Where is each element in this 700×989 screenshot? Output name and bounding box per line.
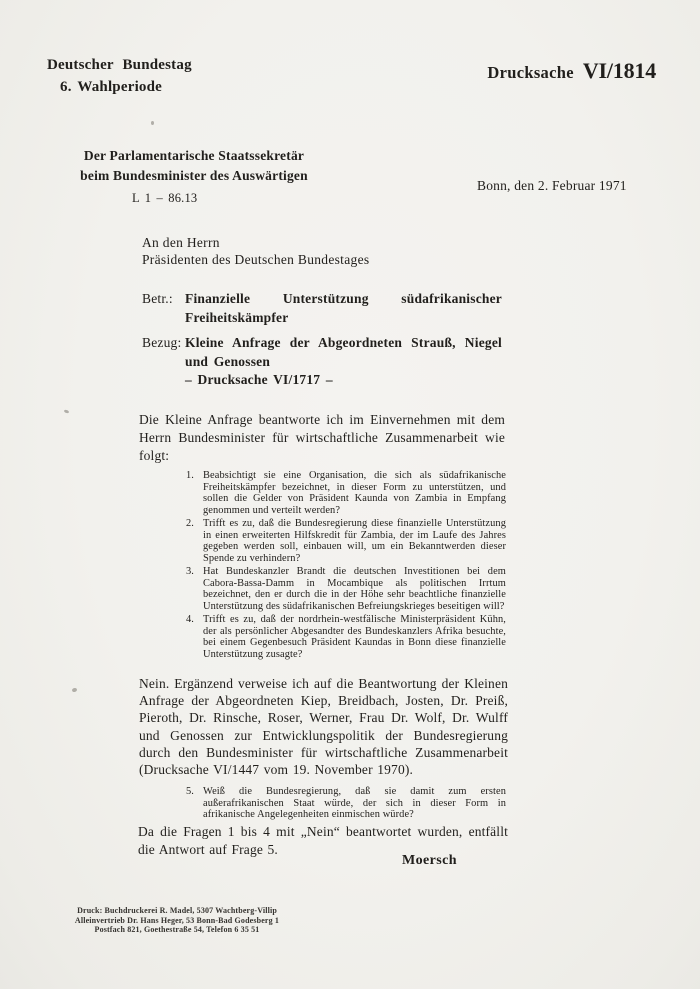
imprint-block: [40, 906, 314, 935]
sender-title-line2: beim Bundesminister des Auswärtigen: [80, 168, 308, 183]
reference-content: [185, 334, 502, 390]
question-item-1: [186, 470, 506, 516]
reference-doc-number: – Drucksache VI/1717 –: [185, 372, 333, 387]
scan-speck: [151, 121, 154, 125]
reference-label: Bezug:: [142, 335, 182, 350]
subject-block: [142, 290, 502, 327]
drucksache-number: VI/1814: [582, 58, 656, 83]
scan-speck: [64, 409, 70, 414]
question-item-5: [186, 786, 506, 821]
drucksache-label: Drucksache: [487, 63, 574, 82]
question-list: [186, 470, 506, 662]
question-item-4: [186, 614, 506, 660]
sender-block: [70, 146, 318, 208]
imprint-address: Postfach 821, Goethestraße 54, Telefon 6 35 51: [94, 925, 260, 935]
issuer-name: Deutscher Bundestag: [47, 57, 192, 73]
question-item-2: [186, 518, 506, 564]
reference-text: Kleine Anfrage der Abgeordneten Strauß, Niegel und Genossen: [185, 335, 502, 369]
drucksache-block: [487, 58, 656, 84]
sender-title-line1: Der Parlamentarische Staatssekretär: [83, 148, 305, 163]
intro-paragraph: Die Kleine Anfrage beantworte ich im Einvernehmen mit dem Herrn Bundesminister für wirtschaftliche Zusammenarbeit wie folgt:: [139, 412, 505, 463]
question-text: Weiß die Bundesregierung, daß sie damit zum ersten außerafrikanischen Staat würde, der sich in dieser Form in afrikanische Angelegenheiten einmischen würde?: [203, 786, 506, 820]
question-text: Trifft es zu, daß der nordrhein-westfälische Ministerpräsident Kühn, der als persönlicher Abgesandter des Bundeskanzlers Afrika besuchte, bei einem Gegenbesuch Präsident Kaundas in Bonn diese finanzielle Unterstützung zusagte?: [203, 614, 506, 660]
place-date: Bonn, den 2. Februar 1971: [477, 178, 627, 193]
question-item-3: [186, 566, 506, 612]
question-number: 1.: [186, 470, 194, 481]
closing-paragraph: Da die Fragen 1 bis 4 mit „Nein“ beantwortet wurden, entfällt die Antwort auf Frage 5.: [138, 824, 508, 857]
answer-paragraph: Nein. Ergänzend verweise ich auf die Beantwortung der Kleinen Anfrage der Abgeordneten Kiep, Breidbach, Josten, Dr. Preiß, Pieroth, Dr. Rinsche, Roser, Werner, Frau Dr. Wolf, Dr. Wulff und Genossen zur Entwicklungspolitik der Bundesregierung durch den Bundesminister für wirtschaftliche Zusammenarbeit (Drucksache VI/1447 vom 19. November 1970).: [139, 676, 508, 778]
sender-file-reference: L 1 – 86.13: [132, 191, 198, 205]
issuer-term: 6. Wahlperiode: [60, 79, 163, 95]
scan-speck: [72, 687, 78, 692]
recipient-line2: Präsidenten des Deutschen Bundestages: [142, 252, 370, 267]
imprint-printer: Druck: Buchdruckerei R. Madel, 5307 Wachtberg-Villip: [77, 906, 277, 915]
recipient-block: [142, 234, 369, 268]
question-number: 4.: [186, 614, 194, 625]
recipient-line1: An den Herrn: [142, 235, 220, 250]
question-number: 3.: [186, 566, 194, 577]
subject-text: Finanzielle Unterstützung südafrikanischer Freiheitskämpfer: [185, 291, 502, 325]
signature-name: Moersch: [402, 853, 457, 868]
question-text: Trifft es zu, daß die Bundesregierung diese finanzielle Unterstützung in einen erweiterten Hilfskredit für Zambia, der im Laufe des Jahres gegeben werden soll, einbauen will, um ein Bekanntwerden dieser Spende zu verhindern?: [203, 518, 506, 564]
reference-block: [142, 334, 502, 390]
question-number: 5.: [186, 786, 194, 797]
issuer-block: [47, 54, 192, 98]
question-number: 2.: [186, 518, 194, 529]
question-5-block: [186, 786, 506, 823]
subject-label: Betr.:: [142, 291, 173, 306]
imprint-distributor: Alleinvertrieb Dr. Hans Heger, 53 Bonn-Bad Godesberg 1: [74, 915, 280, 925]
question-text: Hat Bundeskanzler Brandt die deutschen Investitionen bei dem Cabora-Bassa-Damm in Mocambique als politischen Irrtum bezeichnet, den er durch die in der Höhe sehr beachtliche finanzielle Unterstützung des südafrikanischen Befreiungskrieges beseitigen will?: [203, 566, 506, 612]
question-text: Beabsichtigt sie eine Organisation, die sich als südafrikanische Freiheitskämpfer bezeichnet, in dieser Form zu unterstützen, und sollen die Gelder von Präsident Kaunda von Zambia in Empfang genommen und verteilt werden?: [203, 470, 506, 516]
